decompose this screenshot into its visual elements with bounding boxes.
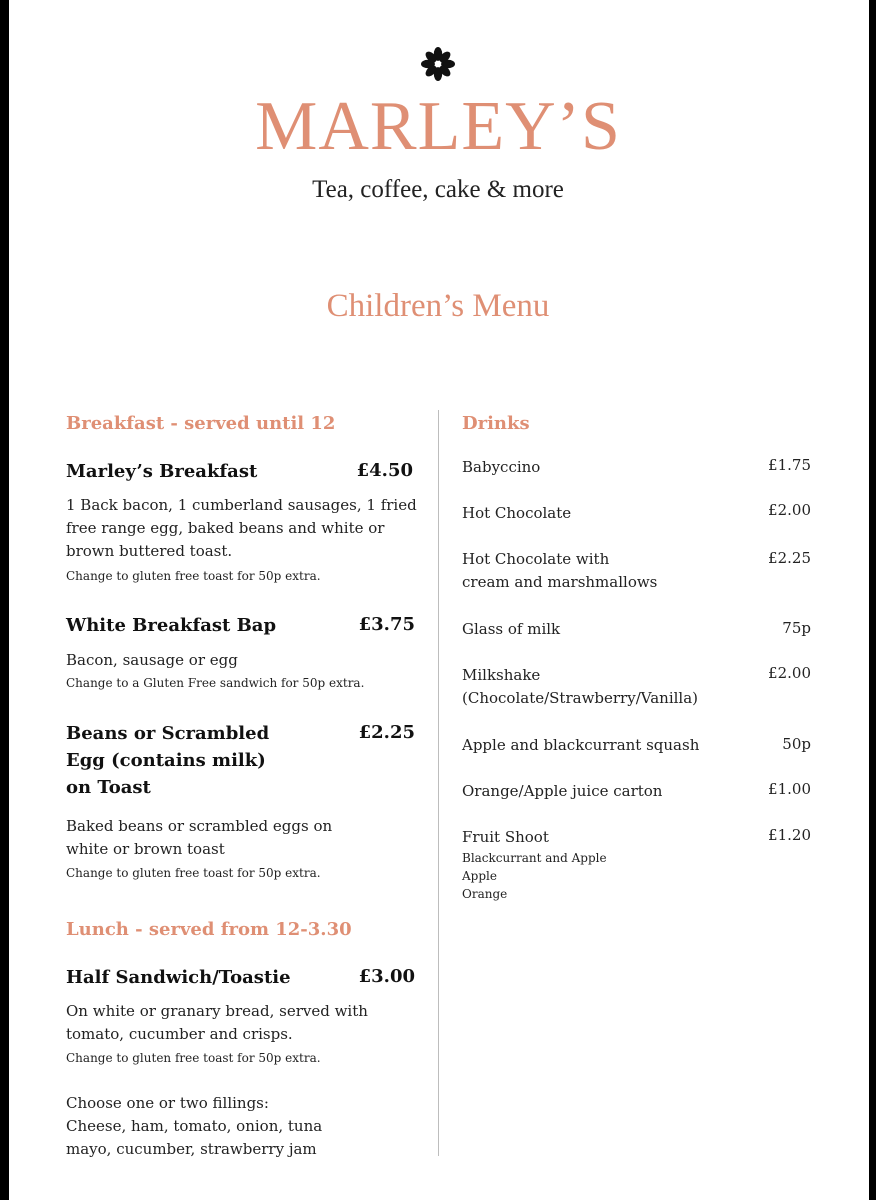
item-note: Change to a Gluten Free sandwich for 50p extra. bbox=[66, 676, 365, 690]
drink-name: Babyccino bbox=[462, 458, 541, 476]
brand-name: MARLEY’S bbox=[255, 88, 621, 165]
item-price: £3.75 bbox=[358, 614, 415, 635]
fillings-list: Cheese, ham, tomato, onion, tuna mayo, cucumber, strawberry jam bbox=[66, 1117, 323, 1158]
item-name: White Breakfast Bap bbox=[66, 615, 277, 636]
drink-name-line: Hot Chocolate with bbox=[462, 550, 610, 568]
drink-name-line: (Chocolate/Strawberry/Vanilla) bbox=[462, 689, 699, 707]
drink-price: £1.20 bbox=[768, 826, 811, 844]
drink-price: £2.00 bbox=[768, 501, 811, 519]
item-name-line: on Toast bbox=[66, 777, 151, 798]
breakfast-heading: Breakfast - served until 12 bbox=[66, 413, 336, 434]
item-price: £3.00 bbox=[358, 966, 415, 987]
lunch-heading: Lunch - served from 12-3.30 bbox=[66, 919, 352, 940]
item-description: Bacon, sausage or egg bbox=[66, 651, 238, 669]
drink-name: Hot Chocolate bbox=[462, 504, 572, 522]
drink-option: Orange bbox=[462, 887, 508, 901]
drink-name: Orange/Apple juice carton bbox=[462, 782, 663, 800]
drink-name: Fruit Shoot bbox=[462, 828, 549, 846]
drink-name-line: cream and marshmallows bbox=[462, 573, 658, 591]
drink-option: Blackcurrant and Apple bbox=[462, 851, 607, 865]
item-name-line: Egg (contains milk) bbox=[66, 750, 266, 771]
drink-option: Apple bbox=[462, 869, 497, 883]
item-price: £2.25 bbox=[358, 722, 415, 743]
item-description: 1 Back bacon, 1 cumberland sausages, 1 fried free range egg, baked beans and white or brown buttered toast. bbox=[66, 496, 417, 560]
tagline: Tea, coffee, cake & more bbox=[312, 176, 564, 203]
item-note: Change to gluten free toast for 50p extra. bbox=[66, 1051, 321, 1065]
drink-price: 50p bbox=[782, 735, 811, 753]
flower-asterisk-icon bbox=[420, 46, 456, 82]
drink-price: 75p bbox=[782, 619, 811, 637]
item-name: Half Sandwich/Toastie bbox=[66, 967, 291, 988]
drink-price: £1.00 bbox=[768, 780, 811, 798]
item-description: Baked beans or scrambled eggs on white or brown toast bbox=[66, 817, 333, 858]
drink-price: £2.00 bbox=[768, 664, 811, 682]
drinks-heading: Drinks bbox=[462, 413, 530, 434]
item-name: Marley’s Breakfast bbox=[66, 461, 258, 482]
menu-page bbox=[9, 0, 869, 1200]
item-name-line: Beans or Scrambled bbox=[66, 723, 270, 744]
drink-price: £1.75 bbox=[768, 456, 811, 474]
item-price: £4.50 bbox=[356, 460, 413, 481]
drink-price: £2.25 bbox=[768, 549, 811, 567]
column-divider bbox=[438, 410, 439, 1156]
item-description: On white or granary bread, served with tomato, cucumber and crisps. bbox=[66, 1002, 368, 1043]
drink-name-line: Milkshake bbox=[462, 666, 541, 684]
item-note: Change to gluten free toast for 50p extra. bbox=[66, 866, 321, 880]
item-note: Change to gluten free toast for 50p extra. bbox=[66, 569, 321, 583]
drink-name: Glass of milk bbox=[462, 620, 561, 638]
menu-title: Children’s Menu bbox=[326, 288, 550, 324]
fillings-heading: Choose one or two fillings: bbox=[66, 1094, 269, 1112]
drink-name: Apple and blackcurrant squash bbox=[462, 736, 700, 754]
